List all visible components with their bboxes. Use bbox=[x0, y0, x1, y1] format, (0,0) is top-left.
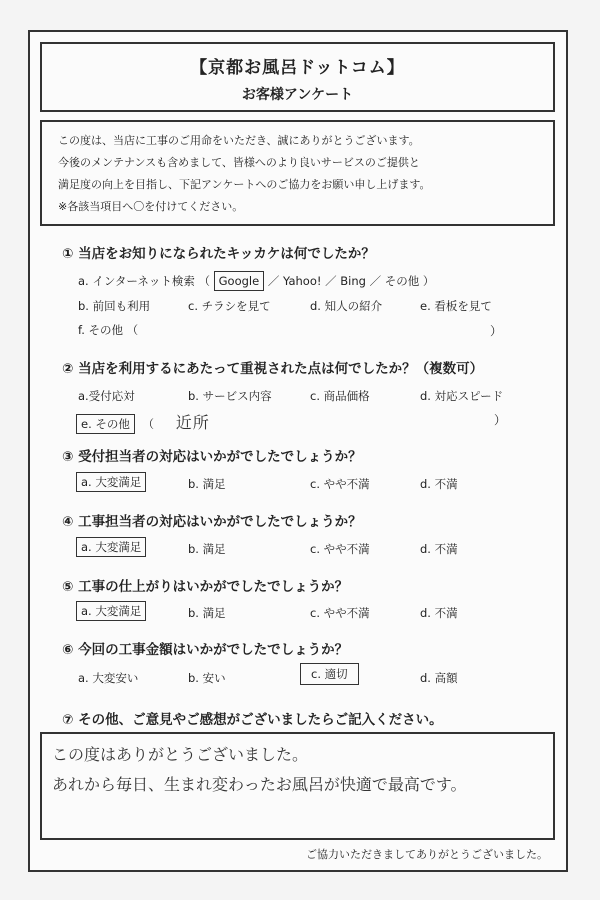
q1-option-b[interactable]: b. 前回も利用 bbox=[78, 299, 151, 313]
question-1-label: ① 当店をお知りになられたキッカケは何でしたか？ bbox=[62, 246, 375, 262]
q1-option-a-rest: ／ Yahoo! ／ Bing ／ その他 ） bbox=[267, 274, 435, 288]
q1-f-paren-close: ） bbox=[490, 324, 503, 338]
q1-paren-open: （ bbox=[198, 274, 210, 288]
question-7-label: ⑦ その他、ご意見やご感想がございましたらご記入ください。 bbox=[62, 712, 443, 728]
page-subtitle: お客様アンケート bbox=[241, 87, 354, 103]
q3-option-a-selected[interactable]: a. 大変満足 bbox=[76, 472, 146, 492]
q6-option-c[interactable] bbox=[300, 666, 359, 682]
footer-thanks: ご協力いただきましてありがとうございました。 bbox=[306, 848, 548, 861]
intro-line: 満足度の向上を目指し、下記アンケートへのご協力をお願い申し上げます。 bbox=[58, 178, 431, 191]
q1-option-a-label: a. インターネット検索 bbox=[78, 274, 195, 288]
q4-option-a[interactable] bbox=[76, 539, 146, 555]
q1-option-a[interactable] bbox=[78, 273, 434, 289]
q3-option-b[interactable]: b. 満足 bbox=[188, 477, 226, 491]
q1-option-f[interactable]: f. その他 （ bbox=[78, 323, 139, 337]
q2-e-paren-close: ） bbox=[494, 413, 507, 427]
q1-option-d[interactable]: d. 知人の紹介 bbox=[310, 299, 383, 313]
q3-option-d[interactable]: d. 不満 bbox=[420, 477, 458, 491]
q5-option-b[interactable]: b. 満足 bbox=[188, 606, 226, 620]
q5-option-d[interactable]: d. 不満 bbox=[420, 606, 458, 620]
q2-option-a[interactable]: a.受付応対 bbox=[78, 389, 135, 403]
intro-box bbox=[40, 120, 555, 226]
page-title: 【京都お風呂ドットコム】 bbox=[190, 58, 405, 78]
q2-e-handwritten-answer: 近所 bbox=[175, 413, 210, 432]
comment-line-2: あれから毎日、生まれ変わったお風呂が快適で最高です。 bbox=[52, 775, 467, 794]
intro-line: この度は、当店に工事のご用命をいただき、誠にありがとうございます。 bbox=[58, 134, 420, 147]
q6-option-b[interactable]: b. 安い bbox=[188, 671, 226, 685]
question-3-label: ③ 受付担当者の対応はいかがでしたでしょうか？ bbox=[62, 449, 362, 465]
q6-option-c-selected[interactable]: c. 適切 bbox=[300, 663, 359, 685]
q4-option-c[interactable]: c. やや不満 bbox=[310, 542, 370, 556]
question-4-label: ④ 工事担当者の対応はいかがでしたでしょうか？ bbox=[62, 514, 362, 530]
q4-option-b[interactable]: b. 満足 bbox=[188, 542, 226, 556]
q6-option-d[interactable]: d. 高額 bbox=[420, 671, 458, 685]
q3-option-a[interactable] bbox=[76, 474, 146, 490]
q6-option-a[interactable]: a. 大変安い bbox=[78, 671, 139, 685]
survey-sheet bbox=[28, 30, 568, 872]
intro-line: ※各該当項目へ〇を付けてください。 bbox=[58, 200, 244, 213]
question-6-label: ⑥ 今回の工事金額はいかがでしたでしょうか？ bbox=[62, 642, 349, 658]
q4-option-d[interactable]: d. 不満 bbox=[420, 542, 458, 556]
comment-line-1: この度はありがとうございました。 bbox=[52, 745, 309, 764]
q2-e-paren-open: （ bbox=[142, 417, 155, 431]
q1-google-selected[interactable]: Google bbox=[214, 271, 265, 291]
q2-option-d[interactable]: d. 対応スピード bbox=[420, 389, 504, 403]
q1-option-c[interactable]: c. チラシを見て bbox=[188, 299, 271, 313]
header-box bbox=[40, 42, 555, 112]
question-5-label: ⑤ 工事の仕上がりはいかがでしたでしょうか？ bbox=[62, 579, 349, 595]
q2-option-b[interactable]: b. サービス内容 bbox=[188, 389, 272, 403]
q2-option-e[interactable] bbox=[76, 410, 210, 433]
q3-option-c[interactable]: c. やや不満 bbox=[310, 477, 370, 491]
q2-option-e-selected[interactable]: e. その他 bbox=[76, 414, 135, 434]
q5-option-a[interactable] bbox=[76, 603, 146, 619]
question-2-label: ② 当店を利用するにあたって重視された点は何でしたか？（複数可） bbox=[62, 361, 484, 377]
comment-answer-box[interactable] bbox=[40, 732, 555, 840]
q2-option-c[interactable]: c. 商品価格 bbox=[310, 389, 370, 403]
q1-option-e[interactable]: e. 看板を見て bbox=[420, 299, 492, 313]
q5-option-c[interactable]: c. やや不満 bbox=[310, 606, 370, 620]
intro-line: 今後のメンテナンスも含めまして、皆様へのより良いサービスのご提供と bbox=[58, 156, 420, 169]
q4-option-a-selected[interactable]: a. 大変満足 bbox=[76, 537, 146, 557]
q5-option-a-selected[interactable]: a. 大変満足 bbox=[76, 601, 146, 621]
